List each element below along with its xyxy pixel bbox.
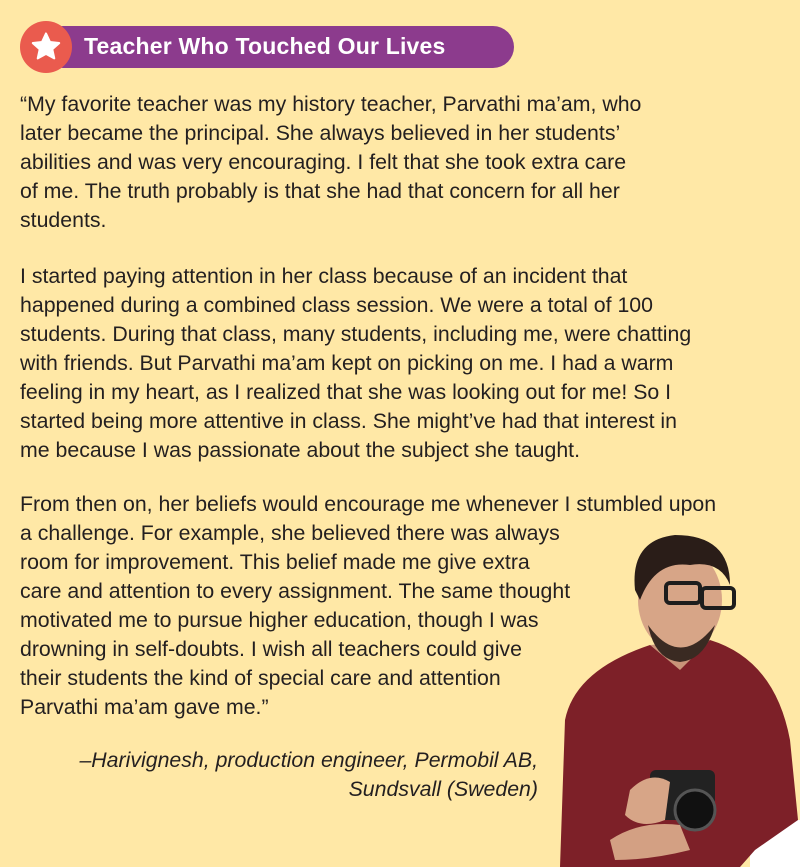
text-line: care and attention to every assignment. The same thought	[20, 579, 571, 603]
text-line: From then on, her beliefs would encourage me whenever I stumbled upon	[20, 492, 717, 516]
signature-line: –Harivignesh, production engineer, Permobil AB,	[79, 748, 538, 772]
text-line: room for improvement. This belief made me give extra	[20, 550, 530, 574]
paragraph-2	[20, 262, 691, 465]
text-line: abilities and was very encouraging. I felt that she took extra care	[20, 150, 627, 174]
signature	[79, 746, 538, 804]
text-line: students.	[20, 208, 107, 232]
text-line: their students the kind of special care and attention	[20, 666, 501, 690]
person-photo	[540, 520, 800, 867]
star-icon	[29, 30, 63, 64]
text-line: a challenge. For example, she believed there was always	[20, 521, 560, 545]
text-line: me because I was passionate about the subject she taught.	[20, 438, 580, 462]
text-line: happened during a combined class session. We were a total of 100	[20, 293, 653, 317]
text-line: Parvathi ma’am gave me.”	[20, 695, 269, 719]
text-line: with friends. But Parvathi ma’am kept on picking on me. I had a warm	[20, 351, 674, 375]
page-title: Teacher Who Touched Our Lives	[84, 33, 446, 59]
star-badge	[20, 21, 72, 73]
text-line: feeling in my heart, as I realized that she was looking out for me! So I	[20, 380, 672, 404]
text-line: I started paying attention in her class because of an incident that	[20, 264, 628, 288]
text-line: later became the principal. She always believed in her students’	[20, 121, 621, 145]
title-banner	[20, 24, 514, 70]
text-line: drowning in self-doubts. I wish all teachers could give	[20, 637, 522, 661]
text-line: students. During that class, many students, including me, were chatting	[20, 322, 692, 346]
paragraph-1	[20, 90, 641, 235]
text-line: “My favorite teacher was my history teacher, Parvathi ma’am, who	[20, 92, 642, 116]
text-line: motivated me to pursue higher education, though I was	[20, 608, 539, 632]
signature-line: Sundsvall (Sweden)	[348, 777, 538, 801]
text-line: of me. The truth probably is that she had that concern for all her	[20, 179, 620, 203]
text-line: started being more attentive in class. She might’ve had that interest in	[20, 409, 678, 433]
